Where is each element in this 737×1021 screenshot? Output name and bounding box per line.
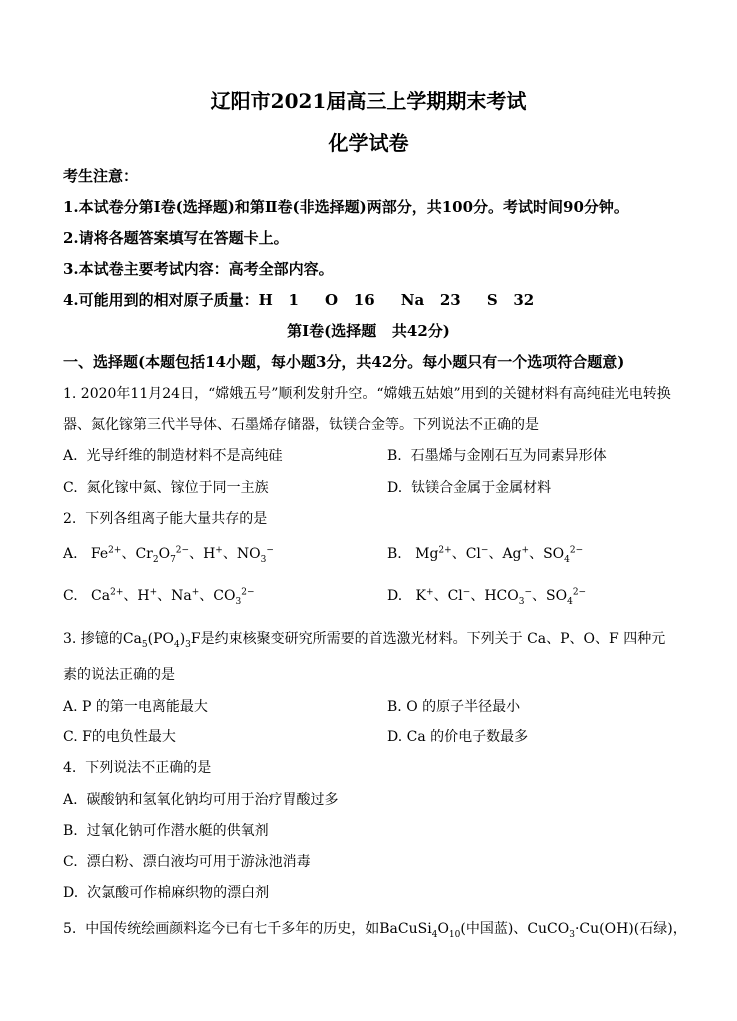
exam-subtitle: 化学试卷	[328, 131, 409, 155]
q3-stem-line1: 3. 掺镱的$Ca_5(PO_4)_3F$是约束核聚变研究所需要的首选激光材料。下列关于 Ca、P、O、F 四种元	[63, 631, 666, 650]
q3-option-c: C. F的电负性最大	[63, 729, 176, 745]
notes-heading: 考生注意：	[63, 167, 139, 185]
q1-option-a: A. 光导纤维的制造材料不是高纯硅	[63, 448, 283, 464]
q4-option-a: A. 碳酸钠和氢氧化钠均可用于治疗胃酸过多	[63, 792, 339, 808]
q3-option-d: D. Ca 的价电子数最多	[387, 729, 529, 745]
q4-option-c: C. 漂白粉、漂白液均可用于游泳池消毒	[63, 854, 311, 870]
section-heading: 一、选择题(本题包括14小题，每小题3分，共42分。每小题只有一个选项符合题意)	[63, 353, 625, 371]
q1-option-d: D. 钛镁合金属于金属材料	[387, 480, 552, 496]
q3-option-a: A. P 的第一电离能最大	[63, 699, 208, 715]
q1-option-c: C. 氮化镓中氮、镓位于同一主族	[63, 480, 269, 496]
q2-stem: 2. 下列各组离子能大量共存的是	[63, 511, 268, 527]
q2-option-c: C. $Ca^{2+}$、H+、Na+、$CO_3^{2-}$	[63, 587, 255, 607]
exam-title: 辽阳市2021届高三上学期期末考试	[210, 89, 527, 113]
note-1: 1.本试卷分第Ⅰ卷(选择题)和第Ⅱ卷(非选择题)两部分，共100分。考试时间90分钟。	[63, 198, 629, 216]
q3-stem-line2: 素的说法正确的是	[63, 667, 175, 683]
q4-option-b: B. 过氧化钠可作潜水艇的供氧剂	[63, 823, 269, 839]
q5-stem-line1: 5. 中国传统绘画颜料迄今已有七千多年的历史，如$BaCuSi_4O_{10}$(中国蓝)、CuCO$_3$·Cu(OH)(石绿)，	[63, 921, 687, 940]
q1-stem-line2: 器、氮化镓第三代半导体、石墨烯存储器，钛镁合金等。下列说法不正确的是	[63, 417, 539, 433]
q1-option-b: B. 石墨烯与金刚石互为同素异形体	[387, 448, 607, 464]
note-4: 4.可能用到的相对原子质量：H 1 O 16 Na 23 S 32	[63, 291, 535, 309]
q3-option-b: B. O 的原子半径最小	[387, 699, 521, 715]
q2-option-a: A. $Fe^{2+}$、$Cr_2O_7^{2-}$、H+、$NO_3^-$	[63, 545, 274, 565]
note-3: 3.本试卷主要考试内容：高考全部内容。	[63, 260, 334, 278]
q4-option-d: D. 次氯酸可作棉麻织物的漂白剂	[63, 885, 270, 901]
q2-option-d: D. K+、Cl−、$HCO_3^-$、$SO_4^{2-}$	[387, 587, 587, 607]
part1-heading: 第Ⅰ卷(选择题 共42分)	[287, 322, 450, 340]
q2-option-b: B. $Mg^{2+}$、Cl−、Ag+、$SO_4^{2-}$	[387, 545, 584, 565]
q1-stem-line1: 1. 2020年11月24日，“嫦娥五号”顺利发射升空。“嫦娥五姑娘”用到的关键材料有高纯硅光电转换	[63, 386, 671, 402]
note-2: 2.请将各题答案填写在答题卡上。	[63, 229, 289, 247]
q4-stem: 4. 下列说法不正确的是	[63, 760, 212, 776]
